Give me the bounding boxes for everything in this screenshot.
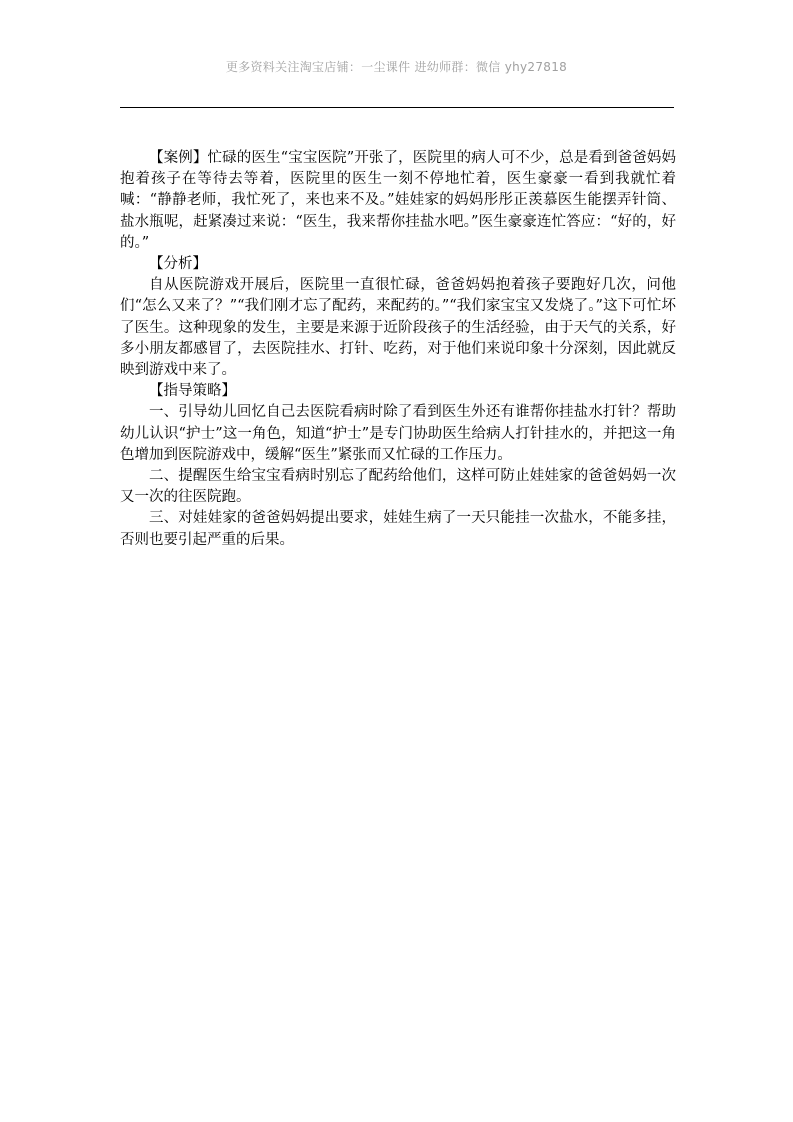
analysis-paragraph: 自从医院游戏开展后，医院里一直很忙碌，爸爸妈妈抱着孩子要跑好几次，问他们“怎么又来了？”“我们刚才忘了配药，来配药的。”“我们家宝宝又发烧了。”这下可忙坏了医生。这种现象的发生，主要是来源于近阶段孩子的生活经验，由于天气的关系，好多小朋友都感冒了，去医院挂水、打针、吃药，对于他们来说印象十分深刻，因此就反映到游戏中来了。	[120, 277, 676, 379]
analysis-heading: 【分析】	[149, 256, 207, 273]
strategy-item-3: 三、对娃娃家的爸爸妈妈提出要求，娃娃生病了一天只能挂一次盐水，不能多挂，否则也要引起严重的后果。	[120, 510, 676, 548]
header-divider	[120, 107, 674, 108]
strategy-item-1: 一、引导幼儿回忆自己去医院看病时除了看到医生外还有谁帮你挂盐水打针？帮助幼儿认识“护士”这一角色，知道“护士”是专门协助医生给病人打针挂水的，并把这一角色增加到医院游戏中，缓解“医生”紧张而又忙碌的工作压力。	[120, 404, 676, 463]
strategy-item-2: 二、提醒医生给宝宝看病时别忘了配药给他们，这样可防止娃娃家的爸爸妈妈一次又一次的往医院跑。	[120, 468, 676, 506]
document-body	[120, 148, 676, 551]
page-header: 更多资料关注淘宝店铺：一尘课件 进幼师群：微信 yhy27818	[225, 60, 568, 74]
case-paragraph: 【案例】忙碌的医生“宝宝医院”开张了，医院里的病人可不少，总是看到爸爸妈妈抱着孩子在等待去等着，医院里的医生一刻不停地忙着，医生豪豪一看到我就忙着喊：“静静老师，我忙死了，来也来不及。”娃娃家的妈妈彤彤正羡慕医生能摆弄针筒、盐水瓶呢，赶紧凑过来说：“医生，我来帮你挂盐水吧。”医生豪豪连忙答应：“好的，好的。”	[120, 150, 676, 251]
strategy-heading: 【指导策略】	[149, 383, 236, 400]
